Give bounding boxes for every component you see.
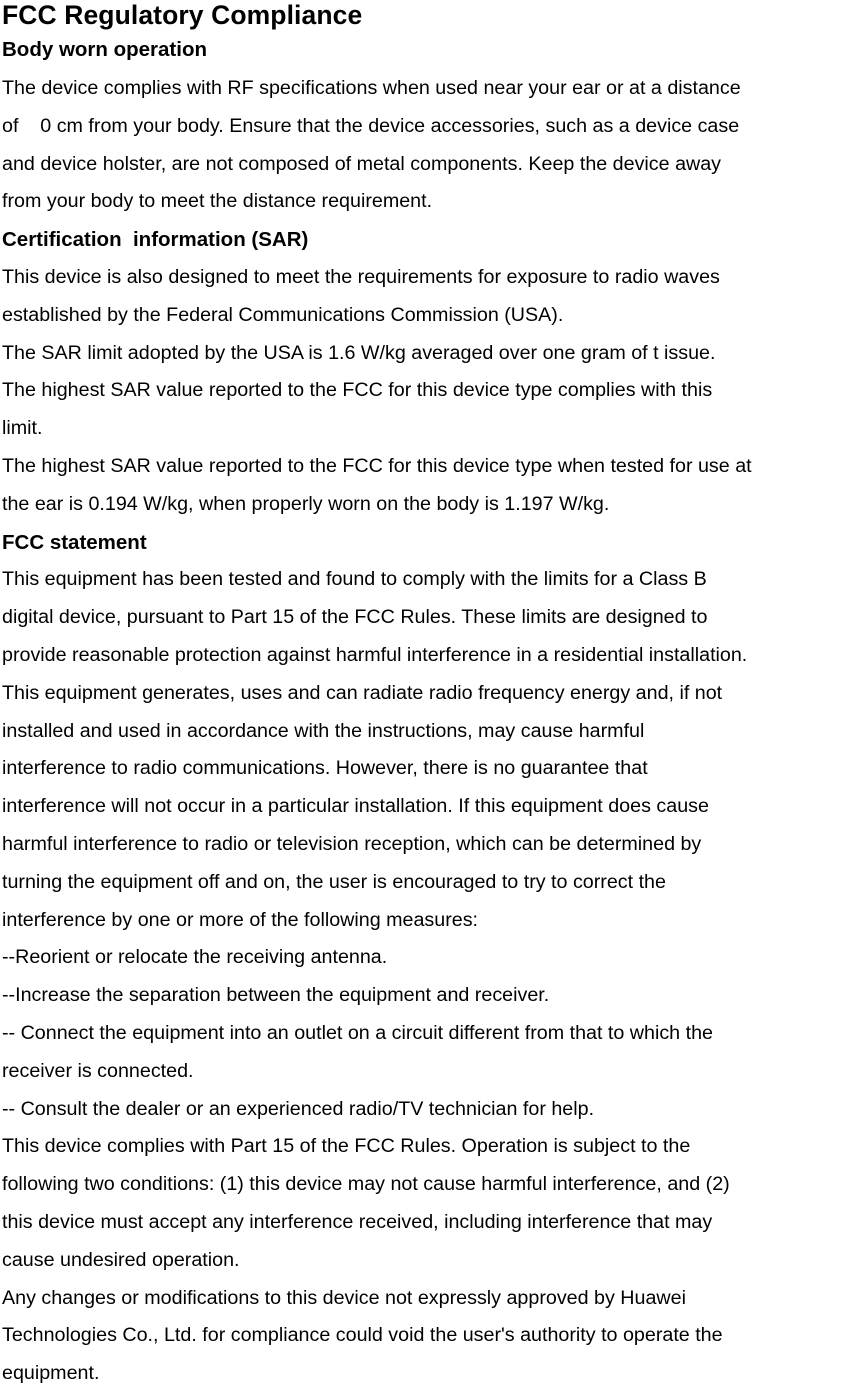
paragraph-line: harmful interference to radio or television reception, which can be determined by [2,832,702,855]
paragraph-line: digital device, pursuant to Part 15 of the FCC Rules. These limits are designed to [2,606,708,629]
paragraph-line: the ear is 0.194 W/kg, when properly worn on the body is 1.197 W/kg. [2,492,610,515]
paragraph-line: this device must accept any interference received, including interference that may [2,1210,713,1233]
paragraph-line: cause undesired operation. [2,1248,240,1271]
list-item: -- Connect the equipment into an outlet on a circuit different from that to which the [2,1021,713,1044]
paragraph-line: provide reasonable protection against harmful interference in a residential installation. [2,643,748,666]
section-heading: Certification information (SAR) [2,228,309,252]
paragraph-line: This device complies with Part 15 of the FCC Rules. Operation is subject to the [2,1135,691,1158]
paragraph-line: The highest SAR value reported to the FCC for this device type when tested for use at [2,454,752,477]
paragraph-line: of 0 cm from your body. Ensure that the device accessories, such as a device case [2,114,740,137]
paragraph-line: limit. [2,417,43,440]
paragraph-line: The SAR limit adopted by the USA is 1.6 W/kg averaged over one gram of t issue. [2,341,716,364]
section-certification-sar [2,221,866,523]
paragraph-line: interference to radio communications. However, there is no guarantee that [2,757,648,780]
paragraph-line: receiver is connected. [2,1059,194,1082]
paragraph-line: and device holster, are not composed of metal components. Keep the device away [2,152,722,175]
paragraph-line: installed and used in accordance with the instructions, may cause harmful [2,719,645,742]
paragraph-line: Technologies Co., Ltd. for compliance could void the user's authority to operate the [2,1324,723,1347]
section-body-worn-operation [2,30,866,221]
paragraph-line: from your body to meet the distance requirement. [2,190,433,213]
paragraph-line: The highest SAR value reported to the FCC for this device type complies with this [2,379,713,402]
paragraph-line: This equipment generates, uses and can radiate radio frequency energy and, if not [2,681,723,704]
paragraph-line: interference will not occur in a particular installation. If this equipment does cause [2,795,709,818]
paragraph-line: equipment. [2,1362,100,1385]
document-title: FCC Regulatory Compliance [2,0,363,30]
paragraph-line: turning the equipment off and on, the user is encouraged to try to correct the [2,870,666,893]
paragraph-line: This equipment has been tested and found to comply with the limits for a Class B [2,568,707,591]
section-heading: FCC statement [2,530,147,554]
list-item: --Reorient or relocate the receiving antenna. [2,946,388,969]
paragraph-line: established by the Federal Communications Commission (USA). [2,303,564,326]
list-item: -- Consult the dealer or an experienced radio/TV technician for help. [2,1097,595,1120]
paragraph-line: The device complies with RF specifications when used near your ear or at a distance [2,77,741,99]
section-heading: Body worn operation [2,38,207,61]
paragraph-line: Any changes or modifications to this device not expressly approved by Huawei [2,1286,686,1309]
section-fcc-statement [2,524,866,1393]
list-item: --Increase the separation between the equipment and receiver. [2,984,550,1007]
paragraph-line: following two conditions: (1) this device may not cause harmful interference, and (2) [2,1173,730,1196]
paragraph-line: This device is also designed to meet the requirements for exposure to radio waves [2,265,720,288]
paragraph-line: interference by one or more of the following measures: [2,908,479,931]
